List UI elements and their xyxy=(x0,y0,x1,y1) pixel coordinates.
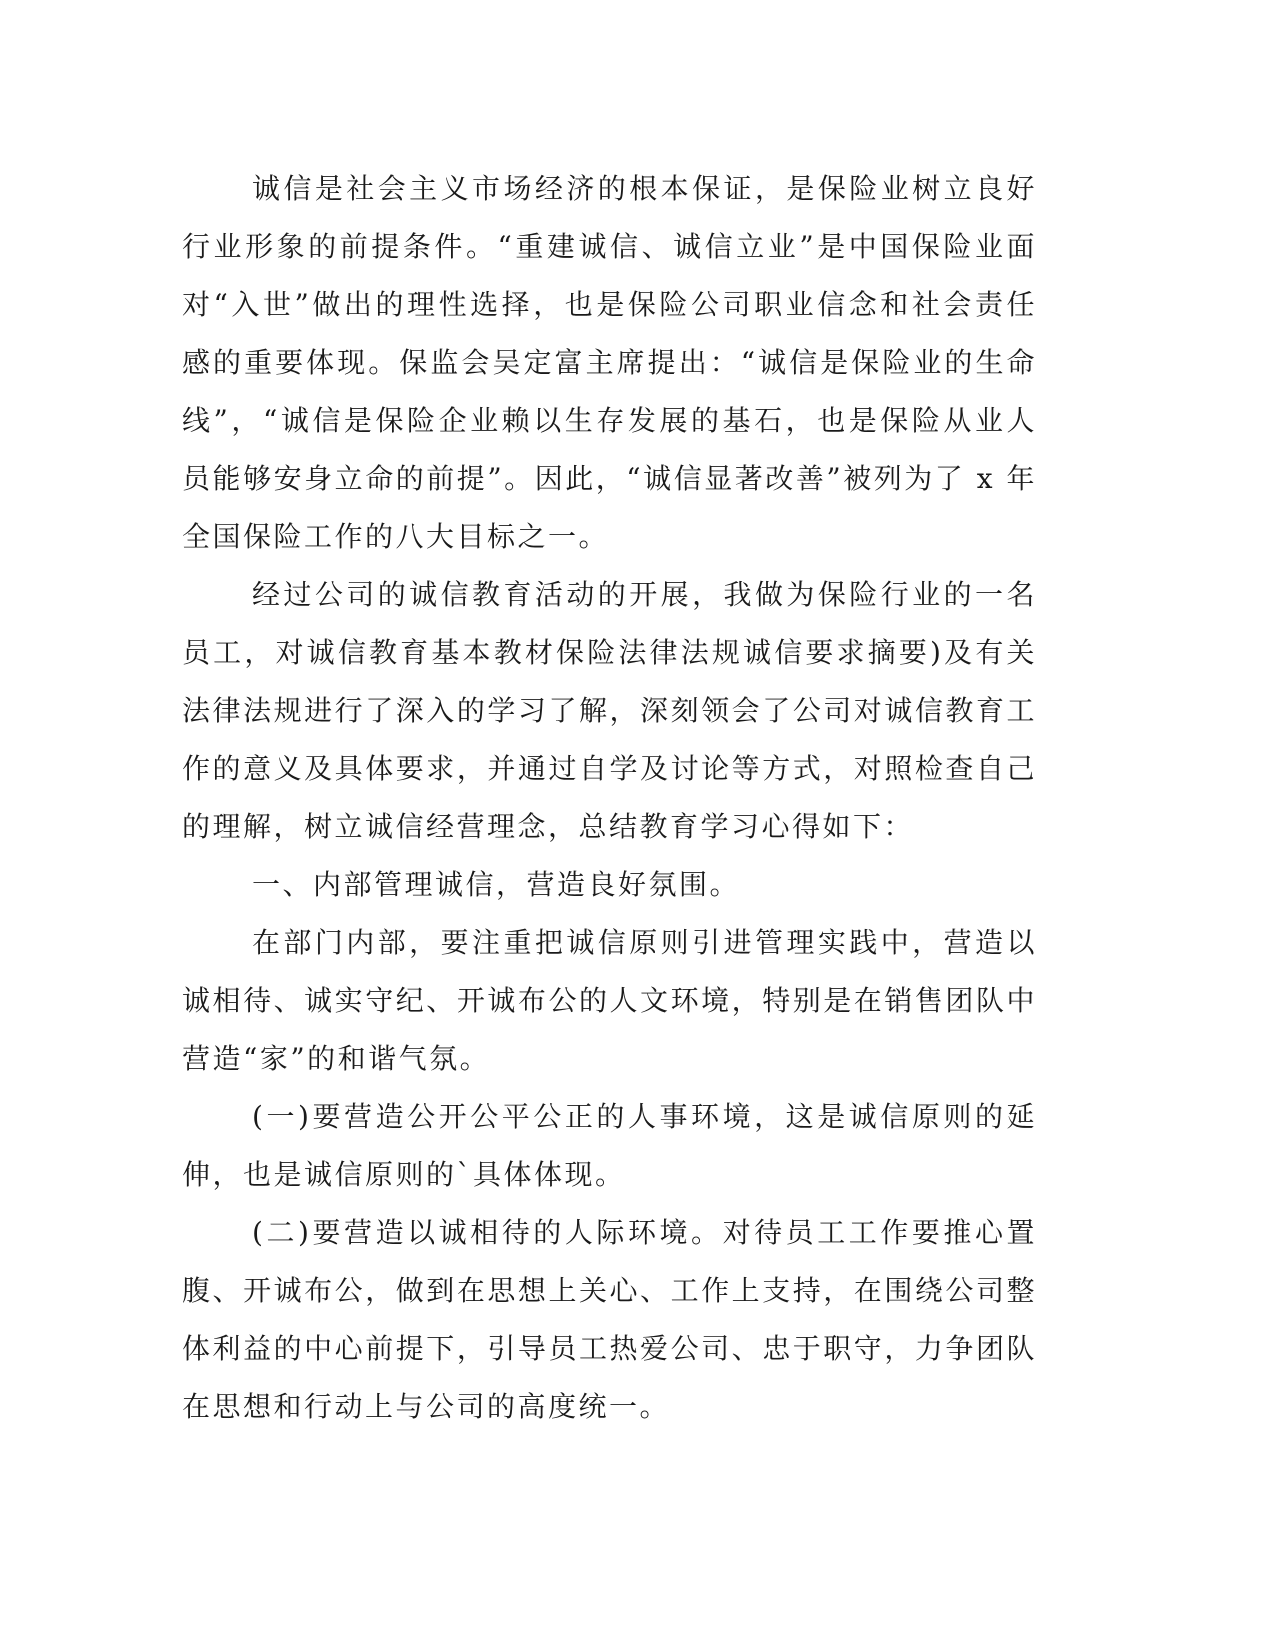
paragraph-item-one: (一)要营造公开公平公正的人事环境，这是诚信原则的延伸，也是诚信原则的`具体体现。 xyxy=(182,1100,1037,1191)
paragraph-item-two: (二)要营造以诚相待的人际环境。对待员工工作要推心置腹、开诚布公，做到在思想上关心、工作上支持，在围绕公司整体利益的中心前提下，引导员工热爱公司、忠于职守，力争团队在思想和行动上与公司的高度统一。 xyxy=(182,1216,1037,1423)
document-body xyxy=(182,160,1037,1436)
section-heading-internal-management: 一、内部管理诚信，营造良好氛围。 xyxy=(252,868,741,901)
paragraph-department: 在部门内部，要注重把诚信原则引进管理实践中，营造以诚相待、诚实守纪、开诚布公的人文环境，特别是在销售团队中营造“家”的和谐气氛。 xyxy=(182,926,1037,1075)
paragraph-learning: 经过公司的诚信教育活动的开展，我做为保险行业的一名员工，对诚信教育基本教材保险法律法规诚信要求摘要)及有关法律法规进行了深入的学习了解，深刻领会了公司对诚信教育工作的意义及具体要求，并通过自学及讨论等方式，对照检查自己的理解，树立诚信经营理念，总结教育学习心得如下： xyxy=(182,578,1037,843)
paragraph-intro: 诚信是社会主义市场经济的根本保证，是保险业树立良好行业形象的前提条件。“重建诚信、诚信立业”是中国保险业面对“入世”做出的理性选择，也是保险公司职业信念和社会责任感的重要体现。保监会吴定富主席提出：“诚信是保险业的生命线”，“诚信是保险企业赖以生存发展的基石，也是保险从业人员能够安身立命的前提”。因此，“诚信显著改善”被列为了 x 年全国保险工作的八大目标之一。 xyxy=(182,172,1037,553)
